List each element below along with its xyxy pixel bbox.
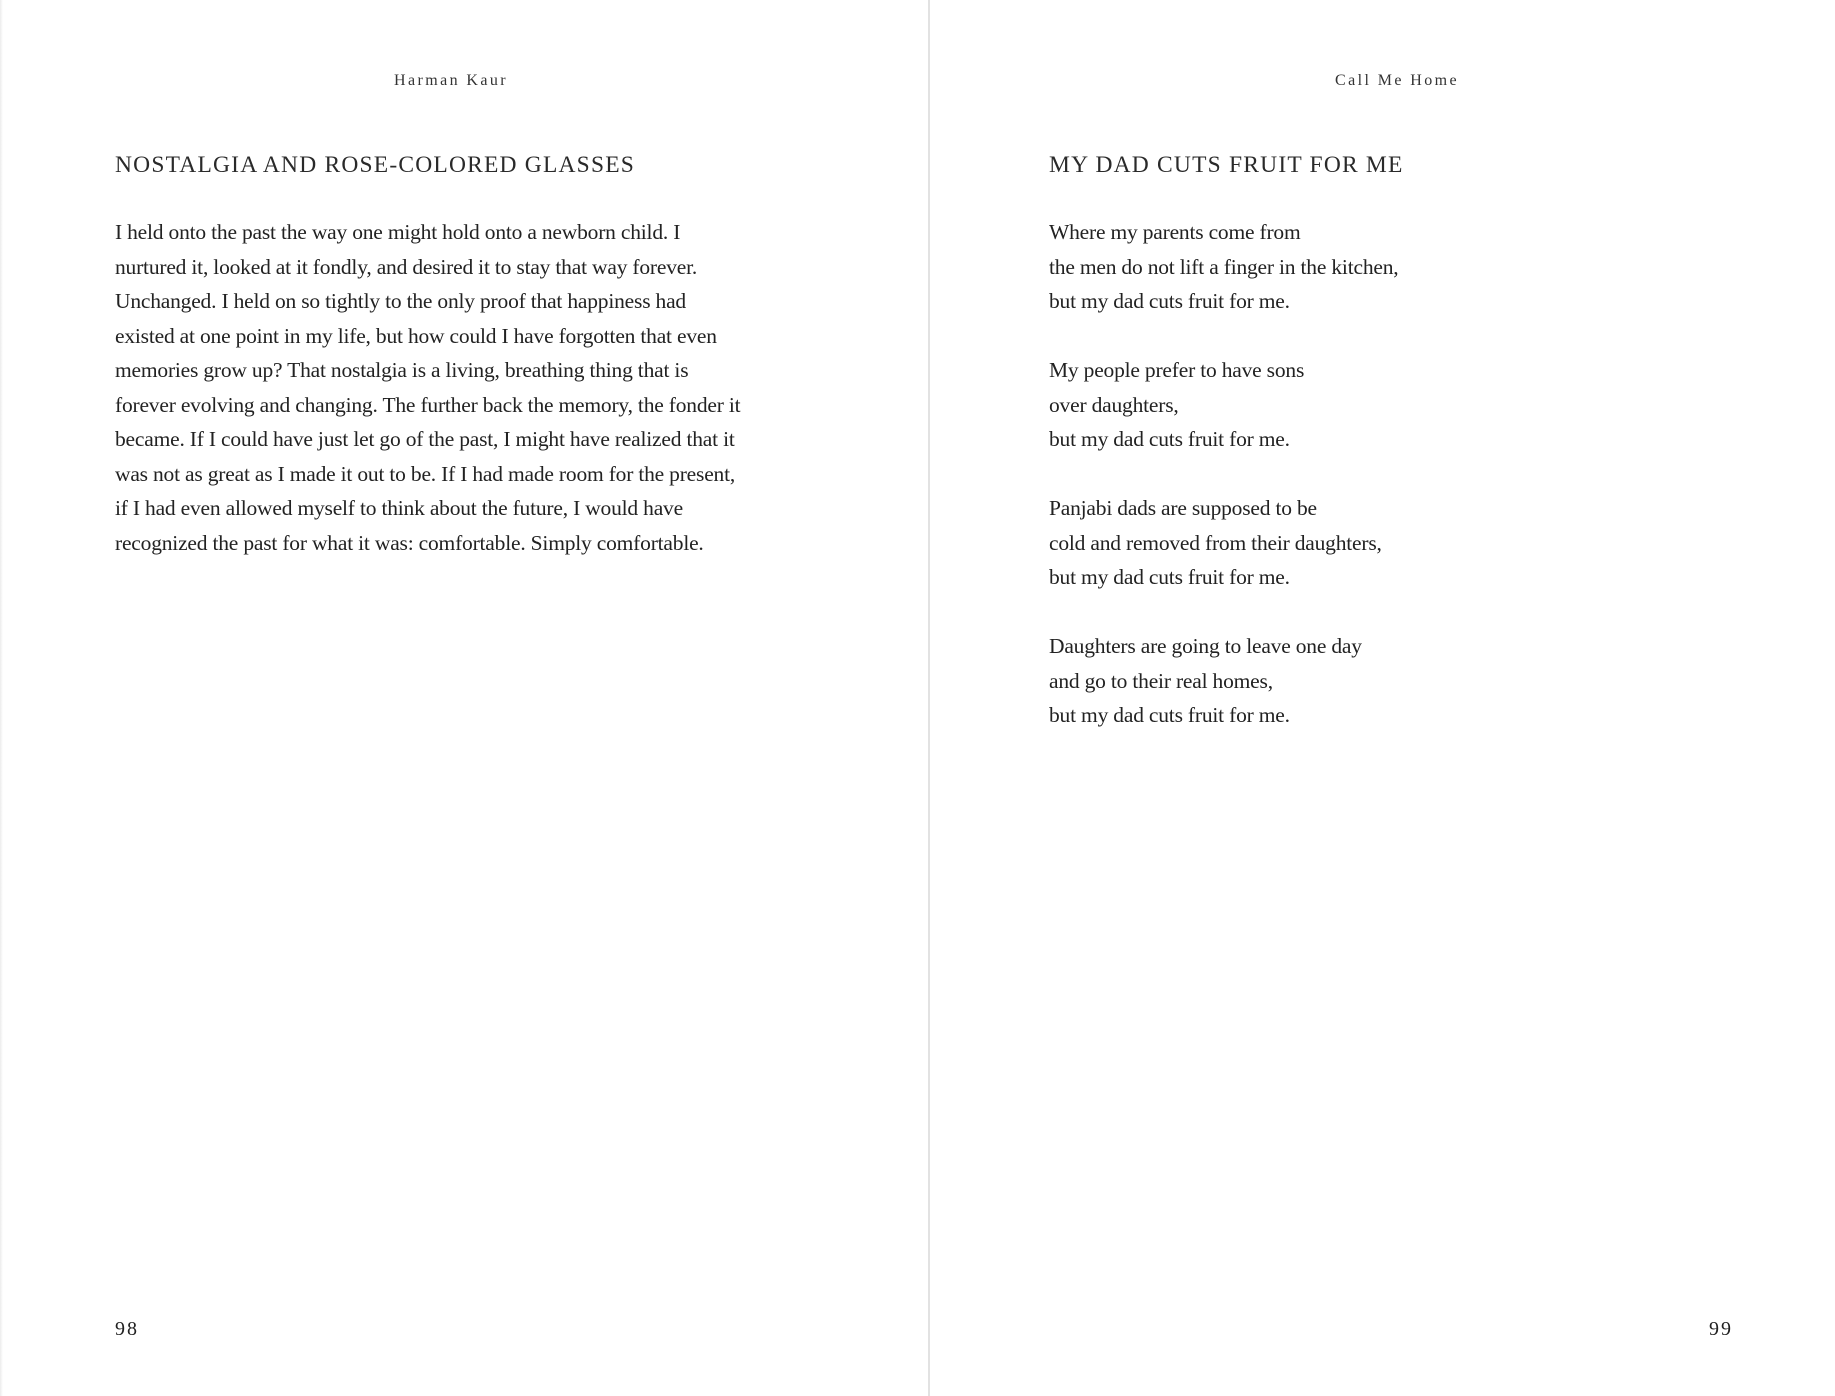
poem-line: over daughters, [1049,392,1179,417]
running-head-book-title: Call Me Home [1335,72,1459,89]
body-line: nurtured it, looked at it fondly, and desired it to stay that way forever. [115,254,698,279]
poem-line: cold and removed from their daughters, [1049,530,1382,555]
poem-body [1049,215,1398,733]
body-line: forever evolving and changing. The further back the memory, the fonder it [115,392,741,417]
running-head-author: Harman Kaur [394,72,508,89]
body-line: was not as great as I made it out to be. If I had made room for the present, [115,461,736,486]
body-line: I held onto the past the way one might hold onto a newborn child. I [115,220,681,244]
poem-line: My people prefer to have sons [1049,358,1305,382]
essay-title: NOSTALGIA AND ROSE-COLORED GLASSES [115,152,636,178]
stanza-break [1049,319,1398,354]
poem-line: Where my parents come from [1049,220,1301,244]
stanza-break [1049,595,1398,630]
body-line: became. If I could have just let go of the past, I might have realized that it [115,427,735,451]
poem-line: but my dad cuts fruit for me. [1049,703,1290,727]
poem-line: Panjabi dads are supposed to be [1049,496,1317,520]
stanza-break [1049,457,1398,492]
body-line: if I had even allowed myself to think about the future, I would have [115,496,683,520]
poem-line: but my dad cuts fruit for me. [1049,565,1290,589]
poem-line: but my dad cuts fruit for me. [1049,289,1290,313]
poem-line: Daughters are going to leave one day [1049,634,1362,658]
body-line: Unchanged. I held on so tightly to the only proof that happiness had [115,289,686,313]
essay-body [115,215,740,560]
poem-title: MY DAD CUTS FRUIT FOR ME [1049,152,1404,178]
body-line: existed at one point in my life, but how could I have forgotten that even [115,323,717,348]
page-number-left: 98 [115,1318,139,1340]
body-line: memories grow up? That nostalgia is a living, breathing thing that is [115,358,689,382]
body-line: recognized the past for what it was: comfortable. Simply comfortable. [115,530,704,555]
right-page [930,0,1835,1396]
page-number-right: 99 [1709,1318,1733,1340]
poem-line: but my dad cuts fruit for me. [1049,427,1290,451]
poem-line: and go to their real homes, [1049,668,1273,693]
poem-line: the men do not lift a finger in the kitchen, [1049,254,1399,279]
